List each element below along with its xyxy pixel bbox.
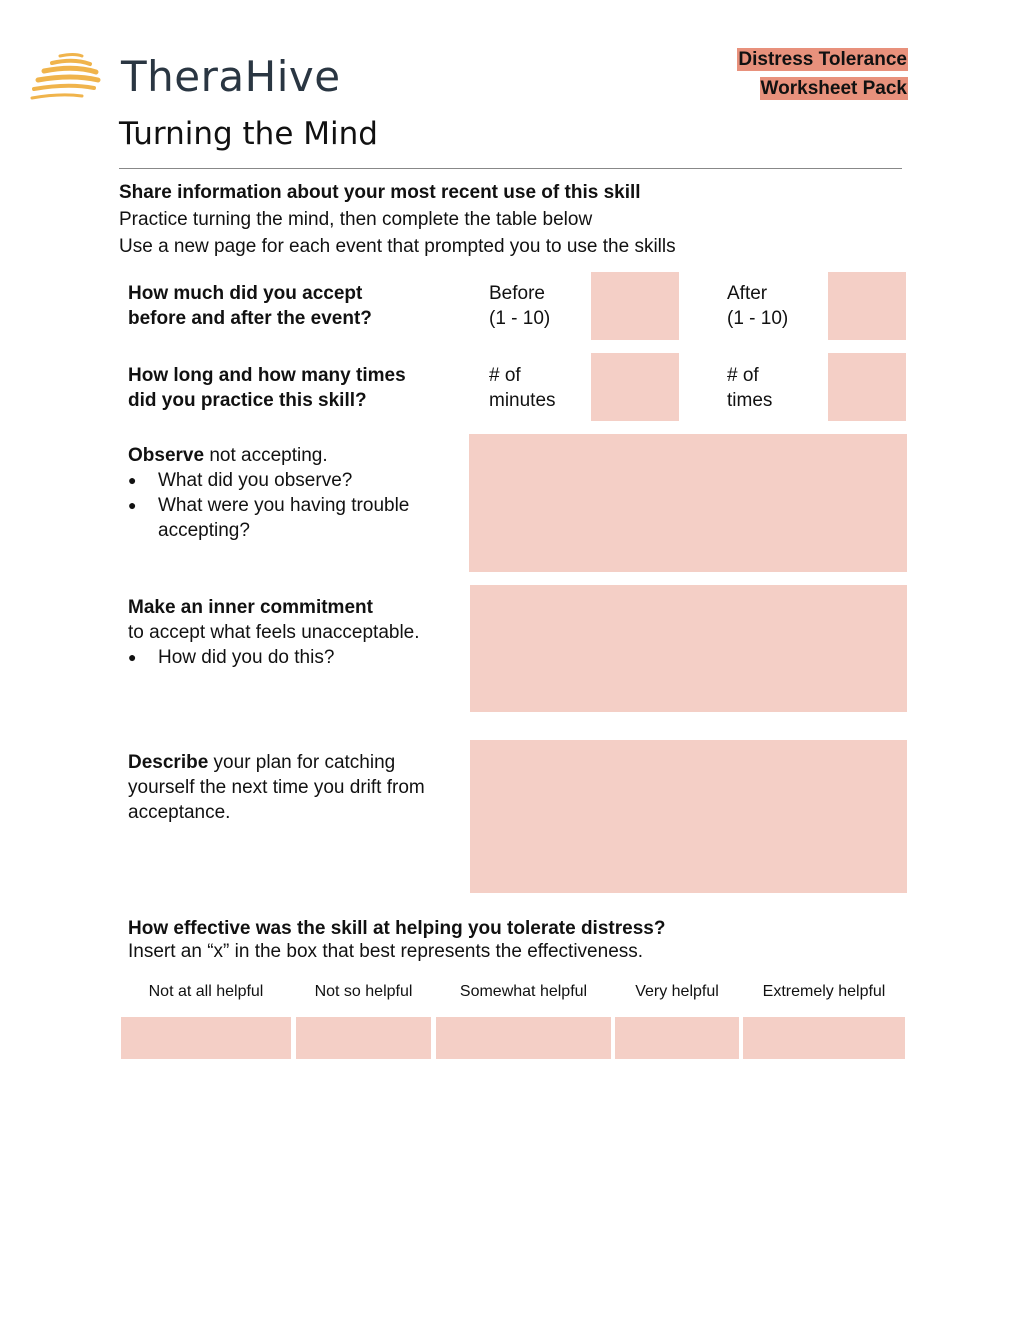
acceptance-question-line1: How much did you accept	[128, 283, 363, 304]
scale-box-extremely[interactable]	[743, 1017, 905, 1059]
observe-bold: Observe	[128, 445, 205, 466]
scale-label-very: Very helpful	[635, 983, 719, 1000]
sun-rays-logo-icon	[30, 50, 102, 106]
scale-box-not-so[interactable]	[296, 1017, 431, 1059]
before-rating-box[interactable]	[591, 272, 679, 340]
observe-bullet-1: ● What did you observe?	[128, 468, 458, 493]
scale-label-not-so: Not so helpful	[314, 983, 413, 1000]
minutes-label-line1: # of	[489, 365, 521, 386]
times-label	[727, 363, 772, 413]
acceptance-question-line2: before and after the event?	[128, 308, 372, 329]
commitment-line2: to accept what feels unacceptable.	[128, 622, 420, 643]
pack-tag-line2: Worksheet Pack	[760, 78, 907, 99]
header-divider	[119, 168, 902, 169]
commitment-bullet-1: ● How did you do this?	[128, 645, 468, 670]
effectiveness-instruction: Insert an “x” in the box that best represents the effectiveness.	[128, 941, 644, 962]
scale-label-somewhat: Somewhat helpful	[459, 983, 588, 1000]
after-label-line1: After	[727, 283, 768, 304]
practice-question-line2: did you practice this skill?	[128, 390, 367, 411]
scale-box-somewhat[interactable]	[436, 1017, 611, 1059]
before-label-line2: (1 - 10)	[489, 308, 551, 329]
commitment-prompt	[128, 595, 468, 670]
intro-line-2: Use a new page for each event that prompted you to use the skills	[119, 236, 676, 257]
minutes-label-line2: minutes	[489, 390, 556, 411]
observe-heading	[128, 443, 458, 468]
before-label-line1: Before	[489, 283, 545, 304]
before-label	[489, 281, 550, 331]
commitment-answer-box[interactable]	[470, 585, 907, 712]
acceptance-question	[128, 281, 372, 331]
describe-prompt	[128, 750, 463, 825]
scale-label-not-at-all: Not at all helpful	[148, 983, 264, 1000]
observe-answer-box[interactable]	[469, 434, 907, 572]
after-rating-box[interactable]	[828, 272, 906, 340]
brand-name: TheraHive	[121, 52, 341, 101]
minutes-box[interactable]	[591, 353, 679, 421]
observe-rest: not accepting.	[204, 445, 328, 466]
intro-line-1: Practice turning the mind, then complete the table below	[119, 209, 593, 230]
scale-box-not-at-all[interactable]	[121, 1017, 291, 1059]
describe-rest: your plan for catching yourself the next time you drift from acceptance.	[128, 752, 425, 823]
times-label-line2: times	[727, 390, 773, 411]
after-label	[727, 281, 788, 331]
page-title: Turning the Mind	[119, 116, 378, 152]
observe-bullet-2: ● What were you having trouble accepting?	[128, 493, 458, 543]
pack-tag-line1: Distress Tolerance	[738, 49, 907, 70]
scale-box-very[interactable]	[615, 1017, 739, 1059]
describe-bold: Describe	[128, 752, 209, 773]
effectiveness-heading: How effective was the skill at helping you tolerate distress?	[128, 918, 666, 939]
after-label-line2: (1 - 10)	[727, 308, 789, 329]
intro-heading: Share information about your most recent use of this skill	[119, 182, 641, 203]
minutes-label	[489, 363, 556, 413]
scale-label-extremely: Extremely helpful	[762, 983, 886, 1000]
times-label-line1: # of	[727, 365, 759, 386]
practice-question-line1: How long and how many times	[128, 365, 406, 386]
observe-prompt	[128, 443, 458, 543]
practice-question	[128, 363, 406, 413]
describe-answer-box[interactable]	[470, 740, 907, 893]
commitment-heading: Make an inner commitment	[128, 597, 373, 618]
times-box[interactable]	[828, 353, 906, 421]
